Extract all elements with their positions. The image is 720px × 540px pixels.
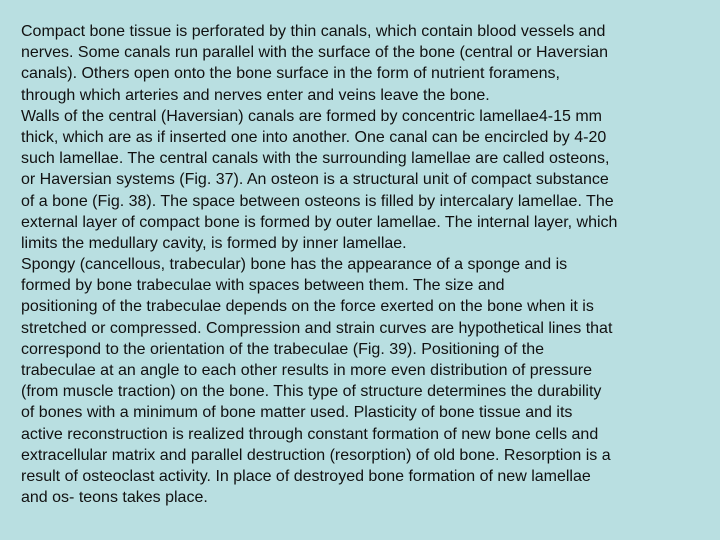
text-line: extracellular matrix and parallel destruction (resorption) of old bone. Resorption is a [21, 446, 611, 464]
text-line: stretched or compressed. Compression and strain curves are hypothetical lines that [21, 319, 613, 337]
text-line: and os- teons takes place. [21, 489, 208, 507]
text-line: Spongy (cancellous, trabecular) bone has the appearance of a sponge and is [21, 256, 568, 274]
text-line: correspond to the orientation of the trabeculae (Fig. 39). Positioning of the [21, 340, 544, 358]
text-line: formed by bone trabeculae with spaces between them. The size and [21, 277, 505, 295]
text-line: external layer of compact bone is formed by outer lamellae. The internal layer, which [21, 213, 618, 231]
text-line: (from muscle traction) on the bone. This type of structure determines the durability [21, 383, 602, 401]
text-line: Compact bone tissue is perforated by thin canals, which contain blood vessels and [21, 23, 606, 40]
text-line: through which arteries and nerves enter and veins leave the bone. [21, 86, 490, 104]
text-line: positioning of the trabeculae depends on the force exerted on the bone when it is [21, 298, 594, 316]
text-line: nerves. Some canals run parallel with the surface of the bone (central or Haversian [21, 44, 608, 62]
text-line: such lamellae. The central canals with the surrounding lamellae are called osteons, [21, 150, 610, 168]
text-line: or Haversian systems (Fig. 37). An osteon is a structural unit of compact substance [21, 171, 609, 189]
text-line: of a bone (Fig. 38). The space between osteons is filled by intercalary lamellae. The [21, 192, 614, 210]
text-line: result of osteoclast activity. In place of destroyed bone formation of new lamellae [21, 467, 591, 485]
text-line: Walls of the central (Haversian) canals are formed by concentric lamellae4-15 mm [21, 107, 602, 125]
text-line: of bones with a minimum of bone matter used. Plasticity of bone tissue and its [21, 404, 573, 422]
text-line: active reconstruction is realized through constant formation of new bone cells and [21, 425, 599, 443]
text-line: thick, which are as if inserted one into another. One canal can be encircled by 4-20 [21, 128, 607, 146]
text-line: trabeculae at an angle to each other results in more even distribution of pressure [21, 362, 592, 379]
text-line: limits the medullary cavity, is formed by inner lamellae. [21, 234, 407, 252]
text-line: canals). Others open onto the bone surface in the form of nutrient foramens, [21, 65, 560, 83]
body-text [21, 21, 711, 508]
